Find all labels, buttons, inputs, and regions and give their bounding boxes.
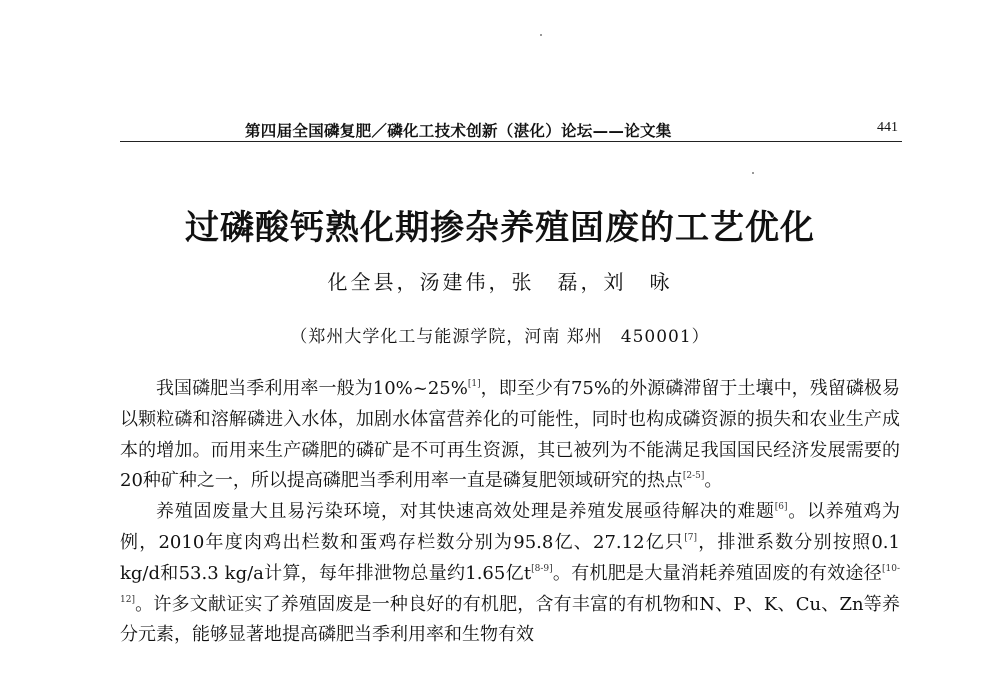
paper-authors: 化全县，汤建伟，张 磊，刘 咏 xyxy=(327,270,673,294)
scan-speck xyxy=(540,34,542,36)
citation-ref: [6] xyxy=(774,502,788,513)
paragraph-1-text-1: 我国磷肥当季利用率一般为10%~25% xyxy=(156,378,468,399)
paragraph-2-text-4: 。有机肥是大量消耗养殖固废的有效途径 xyxy=(552,562,882,584)
scan-speck xyxy=(752,172,754,174)
running-header-title: 第四届全国磷复肥／磷化工技术创新（湛化）论坛——论文集 xyxy=(245,122,672,140)
page-number: 441 xyxy=(877,120,898,135)
paper-title: 过磷酸钙熟化期掺杂养殖固废的工艺优化 xyxy=(185,208,815,248)
paragraph-2-text-1: 养殖固废量大且易污染环境，对其快速高效处理是养殖发展亟待解决的难题 xyxy=(156,501,775,523)
paragraph-2 xyxy=(120,497,900,651)
citation-ref: [10-12] xyxy=(120,563,901,605)
running-header xyxy=(120,115,900,143)
paper-affiliation: （郑州大学化工与能源学院，河南 郑州 450001） xyxy=(290,327,710,347)
citation-ref: [8-9] xyxy=(531,563,553,574)
header-rule xyxy=(120,141,902,142)
citation-ref: [2-5] xyxy=(682,471,705,482)
citation-ref: [7] xyxy=(684,532,698,543)
paragraph-2-text-2: 。以养殖鸡为例，2010年度肉鸡出栏数和蛋鸡存栏数分别为95.8亿、27.12亿只 xyxy=(120,501,900,553)
paragraph-1-text-2: ，即至少有75%的外源磷滞留于土壤中，残留磷极易以颗粒磷和溶解磷进入水体，加剧水体富营养化的可能性，同时也构成磷资源的损失和农业生产成本的增加。而用来生产磷肥的磷矿是不可再生资源，其已被列为不能满足我国国民经济发展需要的20种矿种之一，所以提高磷肥当季利用率一直是磷复肥领域研究的热点 xyxy=(120,378,900,492)
paragraph-2-text-3: ，排泄系数分别按照0.1 kg/d和53.3 kg/a计算，每年排泄物总量约1.65亿t xyxy=(120,531,900,584)
paragraph-2-text-5: 。许多文献证实了养殖固废是一种良好的有机肥，含有丰富的有机物和N、P、K、Cu、Zn等养分元素，能够显著地提高磷肥当季利用率和生物有效 xyxy=(120,593,900,646)
citation-ref: [1] xyxy=(467,379,481,389)
body-text xyxy=(120,374,900,651)
paragraph-1 xyxy=(120,374,900,497)
paragraph-1-text-3: 。 xyxy=(704,470,723,492)
